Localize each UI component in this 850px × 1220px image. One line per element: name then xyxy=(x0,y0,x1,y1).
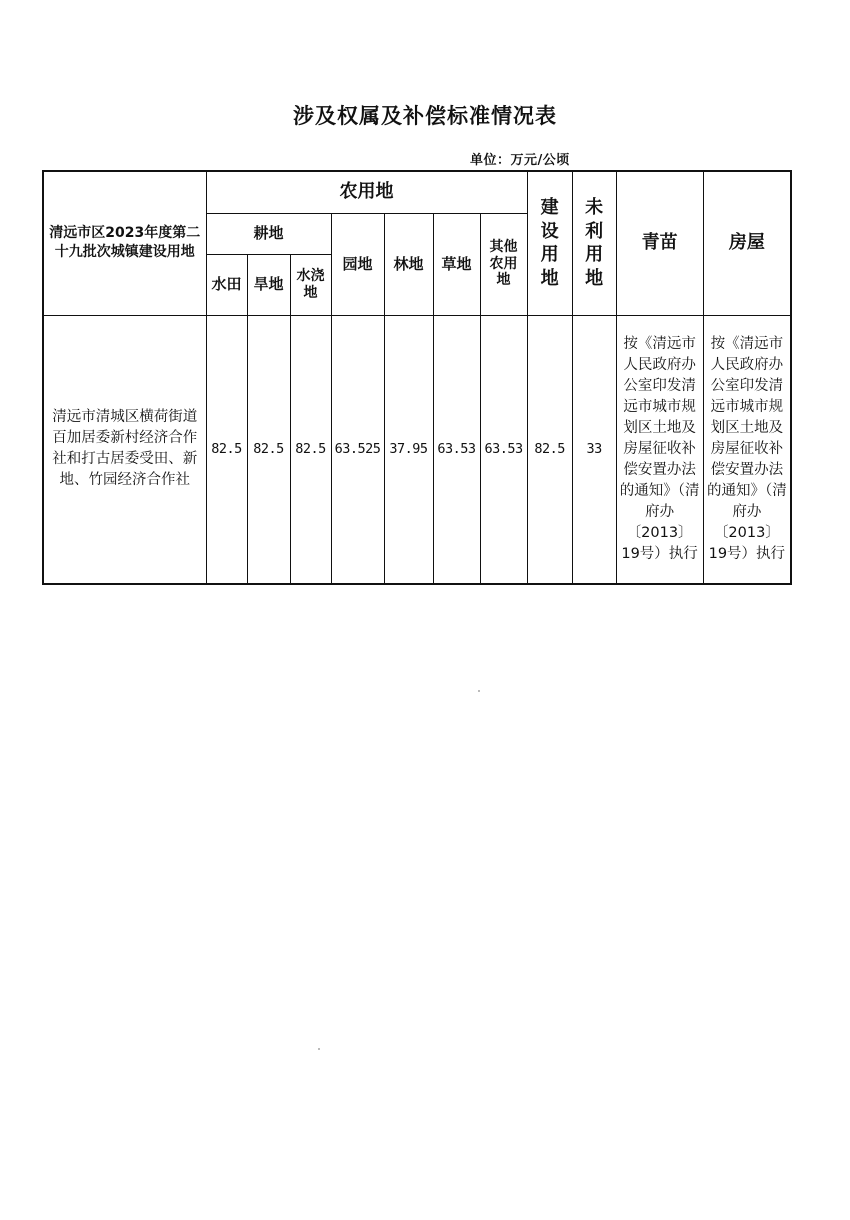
header-project: 清远市区2023年度第二十九批次城镇建设用地 xyxy=(43,171,206,315)
cell-young-crops: 按《清远市人民政府办公室印发清远市城市规划区土地及房屋征收补偿安置办法的通知》（清府办〔2013〕19号）执行 xyxy=(616,315,703,584)
document-title: 涉及权属及补偿标准情况表 xyxy=(293,104,557,128)
scan-speck xyxy=(478,690,480,692)
cell-houses: 按《清远市人民政府办公室印发清远市城市规划区土地及房屋征收补偿安置办法的通知》（清府办〔2013〕19号）执行 xyxy=(703,315,791,584)
header-young-crops: 青苗 xyxy=(616,171,703,315)
header-irrigated-land: 水浇地 xyxy=(290,254,331,315)
cell-construction-land: 82.5 xyxy=(527,315,572,584)
header-unused-land: 未利用地 xyxy=(572,171,616,315)
header-other-agricultural: 其他农用地 xyxy=(480,213,527,315)
cell-irrigated-land: 82.5 xyxy=(290,315,331,584)
unit-label: 单位：万元/公顷 xyxy=(470,153,570,168)
table-row xyxy=(43,315,791,584)
cell-grassland: 63.53 xyxy=(433,315,480,584)
header-grassland: 草地 xyxy=(433,213,480,315)
cell-location: 清远市清城区横荷街道百加居委新村经济合作社和打古居委受田、新地、竹园经济合作社 xyxy=(43,315,206,584)
compensation-table xyxy=(42,170,792,585)
cell-unused-land: 33 xyxy=(572,315,616,584)
header-paddy: 水田 xyxy=(206,254,247,315)
header-forest-land: 林地 xyxy=(384,213,433,315)
cell-dry-land: 82.5 xyxy=(247,315,290,584)
cell-other-agricultural: 63.53 xyxy=(480,315,527,584)
header-garden-land: 园地 xyxy=(331,213,384,315)
header-cultivated-land: 耕地 xyxy=(206,213,331,254)
cell-forest-land: 37.95 xyxy=(384,315,433,584)
cell-garden-land: 63.525 xyxy=(331,315,384,584)
header-houses: 房屋 xyxy=(703,171,791,315)
header-row-1 xyxy=(43,171,791,213)
cell-paddy: 82.5 xyxy=(206,315,247,584)
header-construction-land: 建设用地 xyxy=(527,171,572,315)
header-dry-land: 旱地 xyxy=(247,254,290,315)
scan-speck xyxy=(318,1048,320,1050)
header-agricultural-land: 农用地 xyxy=(206,171,527,213)
